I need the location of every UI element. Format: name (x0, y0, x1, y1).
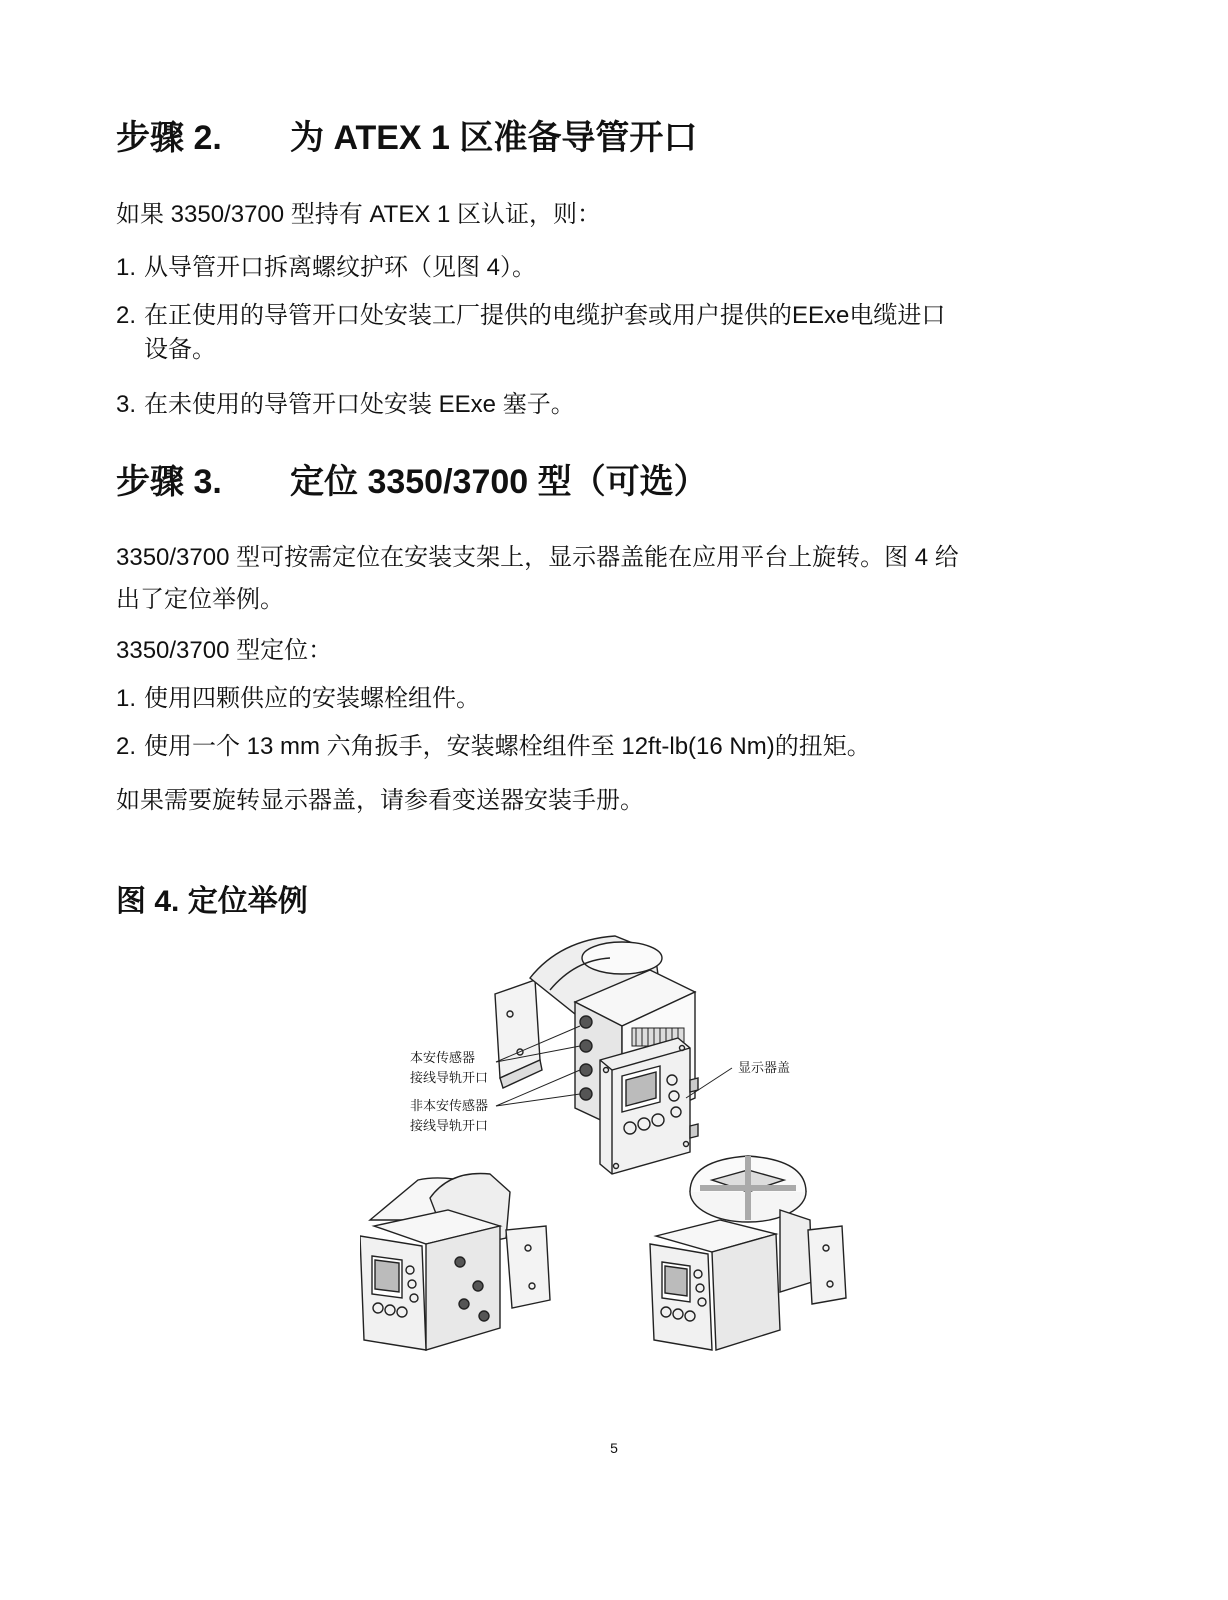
list-text: 使用一个 13 mm 六角扳手，安装螺栓组件至 12ft-lb(16 Nm)的扭矩。 (144, 733, 871, 760)
list-text: 在未使用的导管开口处安装 EExe 塞子。 (144, 391, 575, 418)
figure-title: 图 4. 定位举例 (116, 885, 308, 918)
step2-item-1 (116, 251, 536, 285)
callout-is-conduit (410, 1048, 488, 1088)
figure-illustration (360, 930, 880, 1390)
step2-item-2 (116, 299, 945, 367)
step3-paragraph-2: 3350/3700 型定位： (116, 637, 333, 664)
step3-label: 步骤 3. (116, 463, 222, 501)
transmitter-drawing (360, 930, 880, 1390)
step3-item-2 (116, 730, 871, 764)
step2-title: 为 ATEX 1 区准备导管开口 (290, 119, 698, 157)
list-number: 1. (116, 254, 137, 281)
page-number: 5 (610, 1440, 618, 1456)
step2-intro: 如果 3350/3700 型持有 ATEX 1 区认证，则： (116, 201, 602, 228)
list-text: 在正使用的导管开口处安装工厂提供的电缆护套或用户提供的EExe电缆进口 (144, 302, 946, 329)
callout-display-cover: 显示器盖 (738, 1060, 791, 1075)
step2-item-3 (116, 388, 575, 422)
step3-title: 定位 3350/3700 型（可选） (290, 463, 708, 501)
step2-label: 步骤 2. (116, 119, 222, 157)
list-text: 使用四颗供应的安装螺栓组件。 (144, 685, 480, 712)
callout-text: 本安传感器 (410, 1050, 476, 1065)
step3-paragraph-1-line-1: 3350/3700 型可按需定位在安装支架上，显示器盖能在应用平台上旋转。图 4 给 (116, 544, 959, 571)
step3-item-1 (116, 682, 480, 716)
top-transmitter-assembly (495, 936, 698, 1174)
list-text-continuation: 设备。 (144, 336, 216, 363)
callout-text: 非本安传感器 (410, 1098, 489, 1113)
step3-paragraph-3: 如果需要旋转显示器盖，请参看变送器安装手册。 (116, 787, 644, 814)
list-text: 从导管开口拆离螺纹护环（见图 4）。 (144, 254, 537, 281)
list-number: 2. (116, 302, 137, 329)
step3-heading (116, 462, 708, 502)
list-number: 3. (116, 391, 137, 418)
step2-heading (116, 118, 697, 158)
step3-paragraph-1-line-2: 出了定位举例。 (116, 586, 284, 613)
list-number: 2. (116, 733, 137, 760)
list-number: 1. (116, 685, 137, 712)
bottom-left-assembly (360, 1174, 550, 1351)
callout-text: 接线导轨开口 (410, 1070, 489, 1085)
callout-nis-conduit (410, 1096, 488, 1136)
callout-text: 接线导轨开口 (410, 1118, 489, 1133)
bottom-right-assembly (650, 1156, 846, 1350)
